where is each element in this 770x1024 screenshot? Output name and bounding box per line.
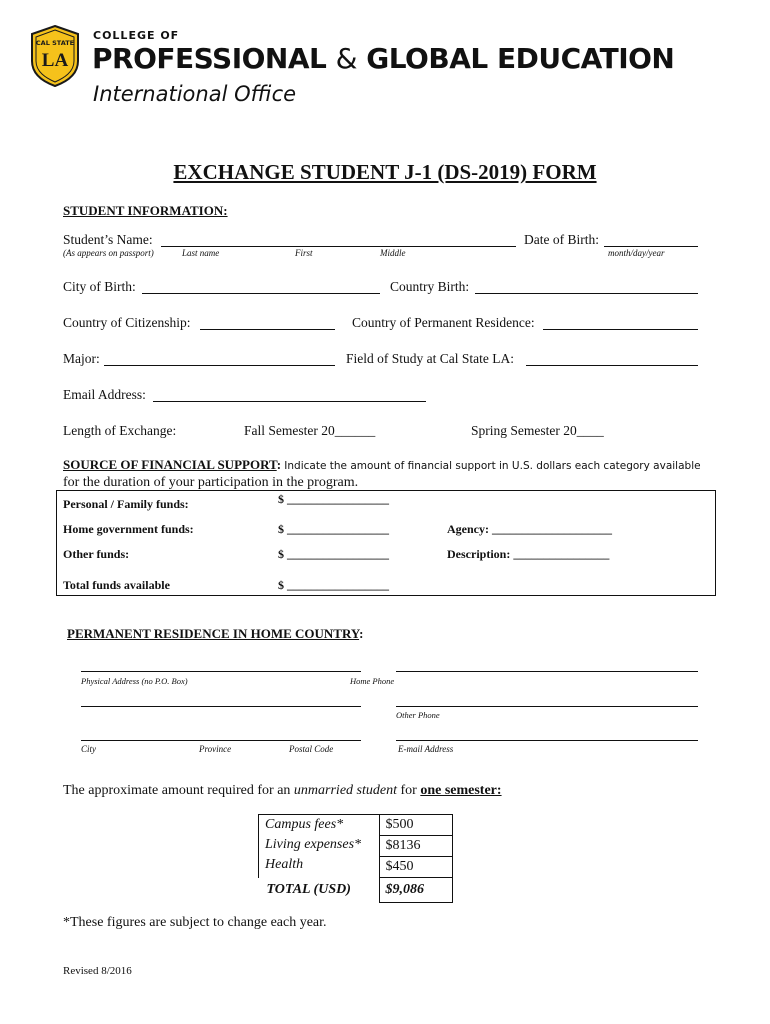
email-label: Email Address: [63,387,146,402]
cost-total-row [259,878,453,903]
fund-other-label: Other funds: [63,547,130,561]
length-label: Length of Exchange: [63,423,177,438]
cost-campus-label: Campus fees* [265,817,344,832]
cost-living-value: $8136 [380,836,452,857]
other-phone-field[interactable] [396,706,698,707]
cost-total-label: TOTAL (USD) [259,878,380,903]
province-hint: Province [199,744,232,754]
costs-intro-d: one semester: [420,783,502,798]
residence-heading-colon: : [359,626,364,641]
cal-state-la-shield-icon [31,25,79,87]
citizenship-label: Country of Citizenship: [63,315,191,330]
financial-instruction-a: Indicate the amount of financial support in U.S. dollars each category available [284,460,701,472]
cost-total-value: $9,086 [379,878,452,903]
fund-total-amount[interactable]: $ _________________ [278,578,389,592]
permanent-residence-label: Country of Permanent Residence: [352,315,535,330]
cost-row [259,815,453,878]
cost-item-values [379,815,452,878]
first-name-hint: First [295,248,313,258]
financial-heading: SOURCE OF FINANCIAL SUPPORT [63,457,277,472]
fund-personal-amount[interactable]: $ _________________ [278,492,389,506]
logo-office: International Office [93,82,297,106]
residence-heading-line [67,626,363,642]
city-birth-field[interactable] [142,293,380,294]
shield-text-top: CAL STATE [35,39,75,47]
revised-date: Revised 8/2016 [63,965,132,977]
home-phone-hint: Home Phone [350,676,395,686]
students-name-label: Student’s Name: [63,232,153,247]
address-line-2-field[interactable] [81,706,361,707]
city-province-postal-field[interactable] [81,740,361,741]
student-info-heading: STUDENT INFORMATION: [63,203,228,218]
logo-main-title [92,42,674,75]
permanent-residence-field[interactable] [543,329,698,330]
fall-semester-field[interactable]: Fall Semester 20______ [244,423,376,438]
dob-field[interactable] [604,246,698,247]
citizenship-field[interactable] [200,329,335,330]
costs-intro-a: The approximate amount required for an [63,783,291,798]
cost-health-label: Health [265,857,304,872]
country-birth-label: Country Birth: [390,279,470,294]
logo-main-part1: PROFESSIONAL [92,42,327,75]
field-of-study-field[interactable] [526,365,698,366]
email-field[interactable] [153,401,426,402]
major-label: Major: [63,351,100,366]
logo-main-part2: GLOBAL EDUCATION [366,42,675,75]
cost-item-label [259,815,380,878]
city-hint: City [81,744,96,754]
costs-intro-b: unmarried student [293,783,397,798]
fund-description-field[interactable]: Description: ________________ [447,547,610,561]
shield-text-main: LA [41,50,69,71]
costs-note: *These figures are subject to change each year. [63,915,327,930]
fund-agency-field[interactable]: Agency: ____________________ [447,522,612,536]
financial-heading-colon: : [276,457,282,472]
major-field[interactable] [104,365,335,366]
country-birth-field[interactable] [475,293,698,294]
physical-address-field[interactable] [81,671,361,672]
logo-college-of: COLLEGE OF [93,29,180,42]
fund-other-amount[interactable]: $ _________________ [278,547,389,561]
last-name-hint: Last name [182,248,220,258]
residence-email-field[interactable] [396,740,698,741]
fund-home-gov-label: Home government funds: [63,522,194,536]
middle-name-hint: Middle [380,248,406,258]
cost-campus-value: $500 [380,815,452,836]
financial-instruction-b: for the duration of your participation in the program. [63,475,359,490]
dob-label: Date of Birth: [524,232,599,247]
cost-health-value: $450 [385,859,414,874]
fund-personal-label: Personal / Family funds: [63,497,189,511]
costs-intro-c: for [400,783,417,798]
postal-code-hint: Postal Code [289,744,334,754]
physical-address-hint: Physical Address (no P.O. Box) [81,676,188,686]
spring-semester-field[interactable]: Spring Semester 20____ [471,423,604,438]
email-address-hint: E-mail Address [398,744,454,754]
students-name-field[interactable] [161,246,516,247]
cost-table [258,814,453,903]
field-of-study-label: Field of Study at Cal State LA: [346,351,514,366]
fund-home-gov-amount[interactable]: $ _________________ [278,522,389,536]
cost-living-label: Living expenses* [265,837,362,852]
costs-intro [63,783,502,799]
as-appears-note: (As appears on passport) [63,248,154,258]
financial-heading-line [63,457,701,473]
other-phone-hint: Other Phone [396,710,440,720]
city-birth-label: City of Birth: [63,279,136,294]
logo-main-amp: & [335,42,357,75]
residence-heading: PERMANENT RESIDENCE IN HOME COUNTRY [67,626,360,641]
dob-format-hint: month/day/year [608,248,665,258]
form-title: EXCHANGE STUDENT J-1 (DS-2019) FORM [173,160,597,184]
fund-total-label: Total funds available [63,578,170,592]
home-phone-field[interactable] [396,671,698,672]
